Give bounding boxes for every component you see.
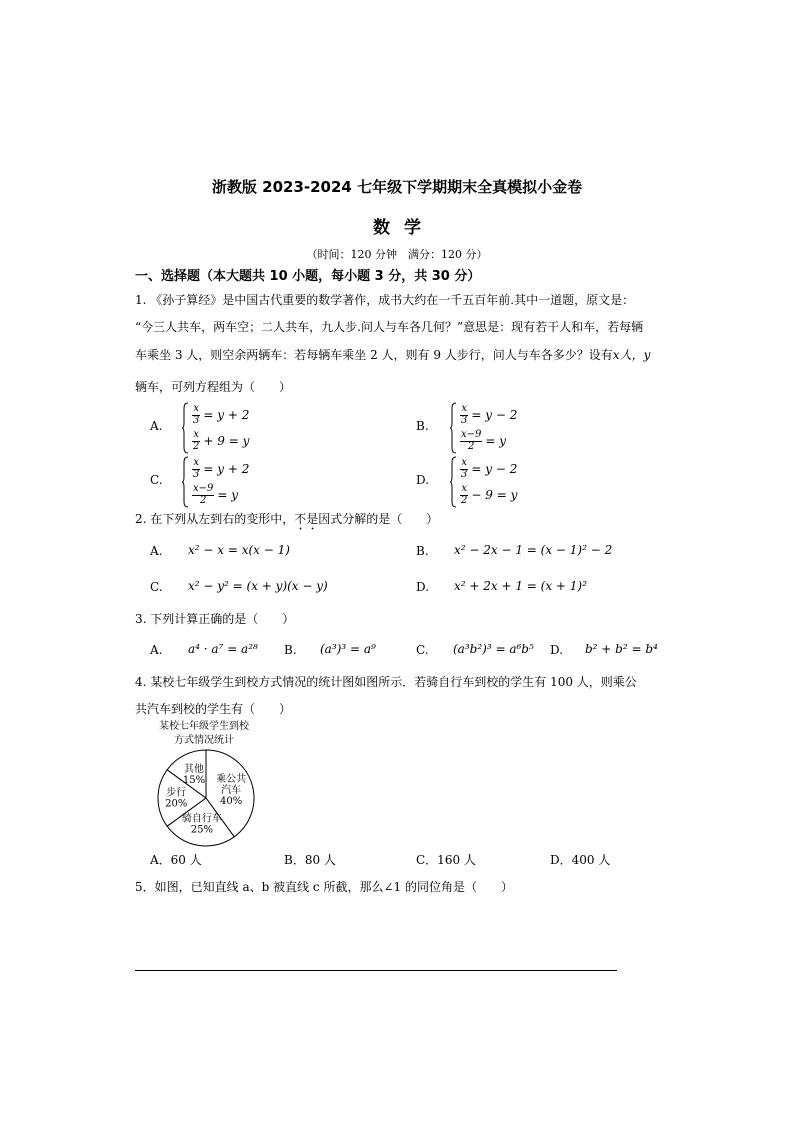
- q1-b-eq2: $\frac{x-9}{2}$ = y: [461, 429, 507, 452]
- chart-title: [145, 720, 263, 748]
- q2-option-b: x² − 2x − 1 = (x − 1)² − 2: [454, 543, 613, 557]
- q1-option-b-label: B.: [416, 419, 429, 433]
- fraction: $\frac{x}{3}$: [193, 457, 200, 480]
- q3-option-a: a⁴ · a⁷ = a²⁸: [188, 642, 258, 656]
- q1-line3: [135, 346, 650, 363]
- q3-option-c-label: C.: [416, 643, 429, 657]
- q1-d-eq2: $\frac{x}{2}$ − 9 = y: [461, 483, 518, 506]
- pie-slice-label: 骑自行车: [181, 813, 222, 825]
- pie-slice-label: 25%: [190, 824, 213, 836]
- q2-option-a: x² − x = x(x − 1): [188, 543, 290, 557]
- q1-option-b-system: [450, 402, 550, 454]
- q3-option-a-label: A.: [150, 643, 163, 657]
- q3-option-c: (a³b²)³ = a⁶b⁵: [453, 642, 534, 656]
- q2-stem: 2. 在下列从左到右的变形中，不是因式分解的是（ ）: [135, 512, 439, 526]
- q1-option-d-label: D.: [416, 473, 430, 487]
- brace-icon: [182, 402, 189, 454]
- q1-c-eq2: $\frac{x-9}{2}$ = y: [193, 483, 239, 506]
- q2-option-b-label: B.: [416, 544, 429, 558]
- pie-slice-label: 40%: [219, 795, 243, 807]
- fraction: $\frac{x}{2}$: [193, 429, 200, 452]
- pie-slice-label: 20%: [165, 798, 188, 810]
- pie-slice-label: 汽车: [221, 784, 242, 796]
- q1-a-eq2: $\frac{x}{2}$ + 9 = y: [193, 429, 250, 452]
- q1-line3-vars: x人，y: [612, 348, 651, 362]
- q1-option-c-label: C.: [150, 473, 163, 487]
- brace-icon: [450, 402, 457, 454]
- q1-option-c-system: [182, 456, 282, 508]
- q1-b-eq1: $\frac{x}{3}$ = y − 2: [461, 403, 518, 426]
- q1-line1: 1. 《孙子算经》是中国古代重要的数学著作，成书大约在一千五百年前.其中一道题，原文是：: [135, 293, 635, 307]
- q2-option-a-label: A.: [150, 544, 163, 558]
- q2-option-c: x² − y² = (x + y)(x − y): [188, 579, 328, 593]
- q4-line2: 共汽车到校的学生有（ ）: [135, 702, 292, 716]
- q2-option-d: x² + 2x + 1 = (x + 1)²: [454, 579, 587, 593]
- fraction: $\frac{x}{3}$: [193, 403, 200, 426]
- q1-d-eq1: $\frac{x}{3}$ = y − 2: [461, 457, 518, 480]
- q1-line2: “今三人共车，两车空；二人共车，九人步.问人与车各几何？”意思是：现有若干人和车，若每辆: [135, 320, 644, 334]
- fraction: $\frac{x}{2}$: [461, 483, 468, 506]
- subject-title: 数学: [373, 218, 435, 238]
- brace-icon: [182, 456, 189, 508]
- pie-slice-label: 其他: [184, 763, 205, 775]
- q1-line3-text: 车乘坐 3 人，则空余两辆车：若每辆车乘坐 2 人，则有 9 人步行，问人与车各多少？设有: [135, 348, 613, 362]
- section-heading: 一、选择题（本大题共 10 小题，每小题 3 分，共 30 分）: [135, 269, 481, 284]
- q2-emphasis: 不是: [294, 512, 319, 526]
- q4-option-d: D．400 人: [550, 853, 611, 867]
- q2-option-c-label: C.: [150, 580, 163, 594]
- exam-title: 浙教版 2023-2024 七年级下学期期末全真模拟小金卷: [211, 178, 583, 196]
- brace-icon: [450, 456, 457, 508]
- chart-title-line1: 某校七年级学生到校: [159, 721, 249, 732]
- q1-option-a-system: [182, 402, 282, 454]
- q3-stem: 3. 下列计算正确的是（ ）: [135, 612, 295, 626]
- pie-slice-label: 步行: [166, 787, 187, 799]
- q1-option-a-label: A.: [150, 419, 163, 433]
- fraction: $\frac{x-9}{2}$: [461, 429, 482, 452]
- q4-line1: 4. 某校七年级学生到校方式情况的统计图如图所示．若骑自行车到校的学生有 100 人，则乘公: [135, 675, 637, 689]
- fraction: $\frac{x-9}{2}$: [193, 483, 214, 506]
- pie-slice-label: 乘公共: [216, 773, 247, 785]
- q4-option-a: A．60 人: [150, 853, 202, 867]
- fraction: $\frac{x}{3}$: [461, 457, 468, 480]
- q3-option-b: (a³)³ = a⁹: [320, 642, 376, 656]
- q4-option-b: B．80 人: [284, 853, 336, 867]
- q3-option-b-label: B.: [284, 643, 297, 657]
- q4-option-c: C．160 人: [416, 853, 476, 867]
- q1-c-eq1: $\frac{x}{3}$ = y + 2: [193, 457, 250, 480]
- q2-option-d-label: D.: [416, 580, 430, 594]
- fraction: $\frac{x}{3}$: [461, 403, 468, 426]
- q3-option-d: b² + b² = b⁴: [585, 642, 658, 656]
- footer-rule: [135, 970, 617, 971]
- q1-option-d-system: [450, 456, 550, 508]
- q1-line4: 辆车，可列方程组为（ ）: [135, 380, 292, 394]
- exam-meta: （时间：120 分钟 满分：120 分）: [306, 248, 488, 261]
- chart-title-line2: 方式情况统计: [174, 735, 234, 746]
- q1-a-eq1: $\frac{x}{3}$ = y + 2: [193, 403, 250, 426]
- pie-chart: [148, 748, 266, 848]
- q5-stem: 5．如图，已知直线 a、b 被直线 c 所截，那么∠1 的同位角是（ ）: [135, 880, 513, 894]
- q3-option-d-label: D.: [550, 643, 564, 657]
- pie-slice-label: 15%: [182, 774, 206, 786]
